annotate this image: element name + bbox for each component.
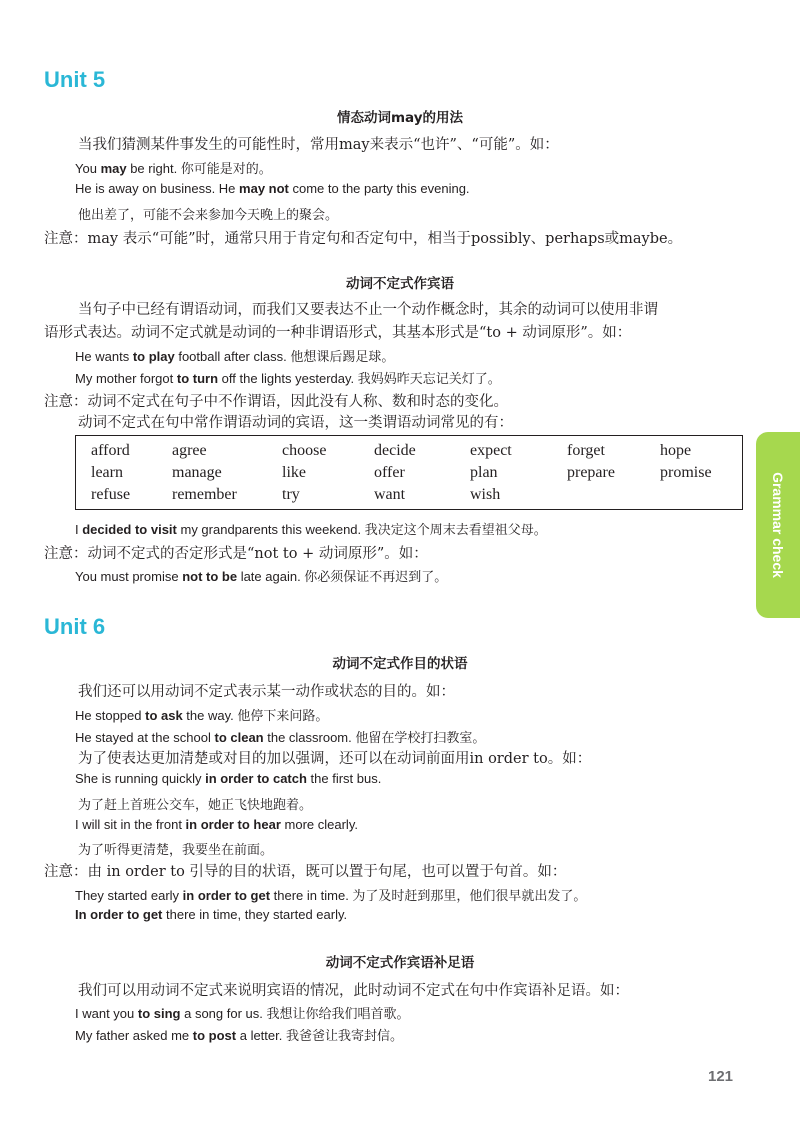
example-sentence: She is running quickly in order to catch the first bus. [75,771,382,786]
verb-item: want [374,486,406,503]
verb-item: prepare [567,464,615,481]
verb-item: afford [91,442,130,459]
example-sentence: He stopped to ask the way. 他停下来问路。 [75,708,329,723]
in-order-to-intro: 为了使表达更加清楚或对目的加以强调，还可以在动词前面用in order to。如： [78,751,592,767]
example-sentence: He wants to play football after class. 他想课后踢足球。 [75,349,395,364]
verb-item: like [282,464,306,481]
grammar-check-tab[interactable] [756,432,800,618]
example-sentence: You must promise not to be late again. 你必须保证不再迟到了。 [75,569,448,584]
example-translation: 他出差了，可能不会来参加今天晚上的聚会。 [78,208,339,223]
may-intro: 当我们猜测某件事发生的可能性时，常用may来表示“也许”、“可能”。如： [78,137,559,153]
verb-item: try [282,486,300,503]
negative-form-note: 注意：动词不定式的否定形式是“not to + 动词原形”。如： [44,546,428,562]
example-translation: 为了听得更清楚，我要坐在前面。 [78,843,274,858]
infinitive-intro-line2: 语形式表达。动词不定式就是动词的一种非谓语形式，其基本形式是“to + 动词原形”。如： [44,325,632,341]
page-number: 121 [708,1068,734,1085]
unit-6-title: Unit 6 [44,614,106,639]
verb-list-box [75,435,743,510]
verb-item: wish [470,486,501,503]
unit-5-title: Unit 5 [44,67,106,92]
purpose-intro: 我们还可以用动词不定式表示某一动作或状态的目的。如： [78,684,455,700]
section-heading-infinitive-object: 动词不定式作宾语 [346,276,454,292]
example-sentence: I will sit in the front in order to hear more clearly. [75,817,358,832]
verb-item: forget [567,442,605,459]
example-sentence: My mother forgot to turn off the lights yesterday. 我妈妈昨天忘记关灯了。 [75,371,501,386]
example-sentence: In order to get there in time, they started early. [75,907,348,922]
verb-item: learn [91,464,123,481]
verb-item: choose [282,442,327,459]
section-heading-purpose: 动词不定式作目的状语 [332,656,468,672]
example-translation: 为了赶上首班公交车，她正飞快地跑着。 [78,798,313,813]
verb-item: hope [660,442,692,459]
verb-item: decide [374,442,416,459]
grammar-check-label: Grammar check [770,472,786,578]
example-sentence: I decided to visit my grandparents this weekend. 我决定这个周末去看望祖父母。 [75,522,547,537]
section-heading-complement: 动词不定式作宾语补足语 [325,955,475,971]
verb-item: promise [660,464,712,481]
verb-item: plan [470,464,498,481]
example-sentence: He stayed at the school to clean the classroom. 他留在学校打扫教室。 [75,730,486,745]
complement-intro: 我们可以用动词不定式来说明宾语的情况，此时动词不定式在句中作宾语补足语。如： [78,983,629,999]
verb-item: agree [172,442,207,459]
example-sentence: I want you to sing a song for us. 我想让你给我们唱首歌。 [75,1006,410,1021]
infinitive-note-common-verbs: 动词不定式在句中常作谓语动词的宾语，这一类谓语动词常见的有： [78,415,513,431]
example-sentence: He is away on business. He may not come to the party this evening. [75,181,470,196]
example-sentence: They started early in order to get there in time. 为了及时赶到那里，他们很早就出发了。 [75,888,587,903]
infinitive-intro-line1: 当句子中已经有谓语动词，而我们又要表达不止一个动作概念时，其余的动词可以使用非谓 [78,302,658,318]
example-sentence: My father asked me to post a letter. 我爸爸让我寄封信。 [75,1028,403,1043]
infinitive-note: 注意：动词不定式在句子中不作谓语，因此没有人称、数和时态的变化。 [44,394,508,410]
verb-item: remember [172,486,237,503]
in-order-to-note: 注意：由 in order to 引导的目的状语，既可以置于句尾，也可以置于句首。如： [44,864,567,880]
verb-item: refuse [91,486,131,503]
section-heading-may: 情态动词may的用法 [336,110,464,126]
verb-item: manage [172,464,222,481]
example-sentence: You may be right. 你可能是对的。 [75,161,272,176]
verb-item: expect [470,442,512,459]
may-note: 注意：may 表示“可能”时，通常只用于肯定句和否定句中，相当于possibly、perhaps或maybe。 [44,231,683,247]
verb-item: offer [374,464,405,481]
